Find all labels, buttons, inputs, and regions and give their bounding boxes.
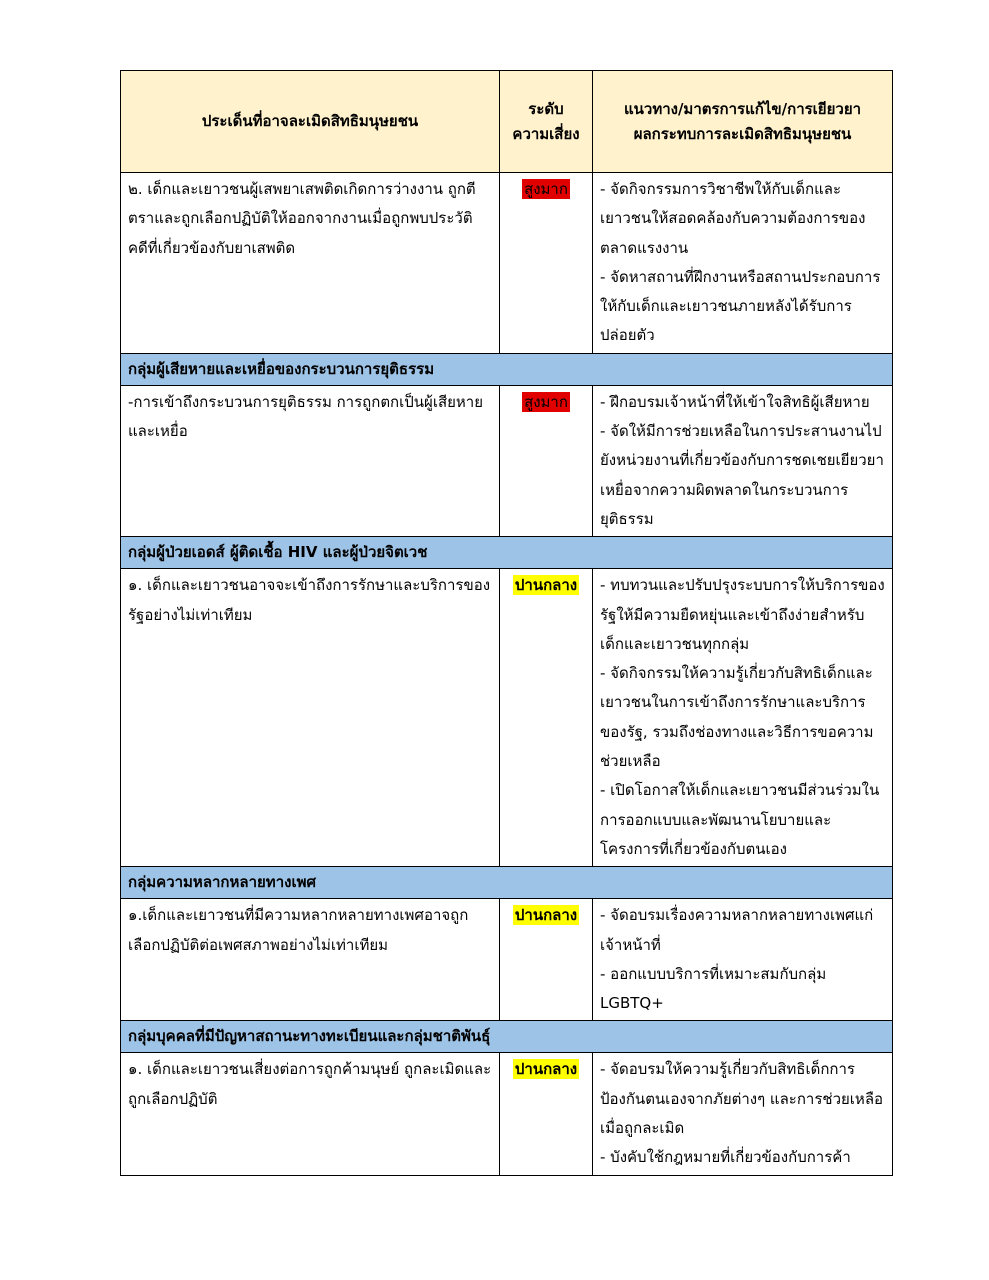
measure-item: - จัดกิจกรรมการวิชาชีพให้กับเด็กและเยาวชนให้สอดคล้องกับความต้องการของตลาดแรงงาน	[600, 180, 866, 257]
table-row	[121, 385, 893, 536]
measures-cell	[593, 569, 893, 867]
issue-cell: ๒. เด็กและเยาวชนผู้เสพยาเสพติดเกิดการว่างงาน ถูกตีตราและถูกเลือกปฏิบัติให้ออกจากงานเมื่อถูกพบประวัติคดีที่เกี่ยวข้องกับยาเสพติด	[121, 173, 500, 354]
measure-item: - ฝึกอบรมเจ้าหน้าที่ให้เข้าใจสิทธิผู้เสียหาย	[600, 392, 870, 411]
group-title: กลุ่มผู้เสียหายและเหยื่อของกระบวนการยุติธรรม	[121, 353, 893, 385]
risk-badge-very-high: สูงมาก	[524, 180, 568, 198]
risk-level-cell	[500, 385, 593, 536]
measure-item: - จัดอบรมเรื่องความหลากหลายทางเพศแก่เจ้าหน้าที่	[600, 906, 874, 954]
measure-item: - จัดให้มีการช่วยเหลือในการประสานงานไปยังหน่วยงานที่เกี่ยวข้องกับการชดเชยเยียวยาเหยื่อจากความผิดพลาดในกระบวนการยุติธรรม	[600, 422, 884, 528]
issue-cell: ๑. เด็กและเยาวชนเสี่ยงต่อการถูกค้ามนุษย์ ถูกละเมิดและถูกเลือกปฏิบัติ	[121, 1053, 500, 1175]
measure-item: - บังคับใช้กฎหมายที่เกี่ยวข้องกับการค้า	[600, 1148, 851, 1167]
group-row	[121, 537, 893, 569]
issue-cell: ๑. เด็กและเยาวชนอาจจะเข้าถึงการรักษาและบริการของรัฐอย่างไม่เท่าเทียม	[121, 569, 500, 867]
header-issue-label: ประเด็นที่อาจละเมิดสิทธิมนุษยชน	[201, 112, 419, 130]
measures-cell	[593, 1053, 893, 1175]
risk-badge-medium: ปานกลาง	[514, 1060, 578, 1079]
risk-level-cell	[500, 899, 593, 1021]
group-title: กลุ่มความหลากหลายทางเพศ	[121, 867, 893, 899]
risk-badge-very-high: สูงมาก	[524, 392, 568, 411]
measures-cell	[593, 899, 893, 1021]
risk-level-cell	[500, 173, 593, 354]
table-row	[121, 899, 893, 1021]
issue-cell: ๑.เด็กและเยาวชนที่มีความหลากหลายทางเพศอาจถูกเลือกปฏิบัติต่อเพศสภาพอย่างไม่เท่าเทียม	[121, 899, 500, 1021]
table-row	[121, 569, 893, 867]
group-row	[121, 867, 893, 899]
measure-item: - จัดกิจกรรมให้ความรู้เกี่ยวกับสิทธิเด็กและเยาวชนในการเข้าถึงการรักษาและบริการของรัฐ, รวมถึงช่องทางและวิธีการขอความช่วยเหลือ	[600, 664, 874, 771]
table-header-row	[121, 71, 893, 173]
issue-cell: -การเข้าถึงกระบวนการยุติธรรม การถูกตกเป็นผู้เสียหายและเหยื่อ	[121, 385, 500, 536]
header-risk-line1: ระดับ	[528, 99, 564, 118]
group-title: กลุ่มผู้ป่วยเอดส์ ผู้ติดเชื้อ HIV และผู้ป่วยจิตเวช	[121, 537, 893, 569]
risk-badge-medium: ปานกลาง	[514, 906, 578, 925]
measure-item: - จัดหาสถานที่ฝึกงานหรือสถานประกอบการให้กับเด็กและเยาวชนภายหลังได้รับการปล่อยตัว	[600, 267, 881, 345]
measures-cell	[593, 173, 893, 354]
risk-level-cell	[500, 1053, 593, 1175]
measure-item: - เปิดโอกาสให้เด็กและเยาวชนมีส่วนร่วมในการออกแบบและพัฒนานโยบายและโครงการที่เกี่ยวข้องกับตนเอง	[600, 781, 880, 858]
header-risk-line2: ความเสี่ยง	[512, 124, 580, 143]
header-measures-line1: แนวทาง/มาตรการแก้ไข/การเยียวยา	[623, 99, 862, 118]
group-title: กลุ่มบุคคลที่มีปัญหาสถานะทางทะเบียนและกลุ่มชาติพันธุ์	[121, 1021, 893, 1053]
measure-item: - ทบทวนและปรับปรุงระบบการให้บริการของรัฐให้มีความยืดหยุ่นและเข้าถึงง่ายสำหรับเด็กและเยาวชนทุกกลุ่ม	[600, 576, 885, 653]
group-row	[121, 353, 893, 385]
measure-item: - ออกแบบบริการที่เหมาะสมกับกลุ่ม LGBTQ+	[600, 964, 827, 1013]
table-row	[121, 173, 893, 354]
measure-item: - จัดอบรมให้ความรู้เกี่ยวกับสิทธิเด็กการป้องกันตนเองจากภัยต่างๆ และการช่วยเหลือเมื่อถูกละเมิด	[600, 1060, 884, 1138]
risk-badge-medium: ปานกลาง	[514, 576, 578, 595]
table-row	[121, 1053, 893, 1175]
risk-level-cell	[500, 569, 593, 867]
header-measures-line2: ผลกระทบการละเมิดสิทธิมนุษยชน	[633, 124, 852, 143]
human-rights-risk-table	[120, 70, 893, 1176]
group-row	[121, 1021, 893, 1053]
header-measures	[593, 71, 893, 173]
measures-cell	[593, 385, 893, 536]
header-risk-level	[500, 71, 593, 173]
header-issue	[121, 71, 500, 173]
